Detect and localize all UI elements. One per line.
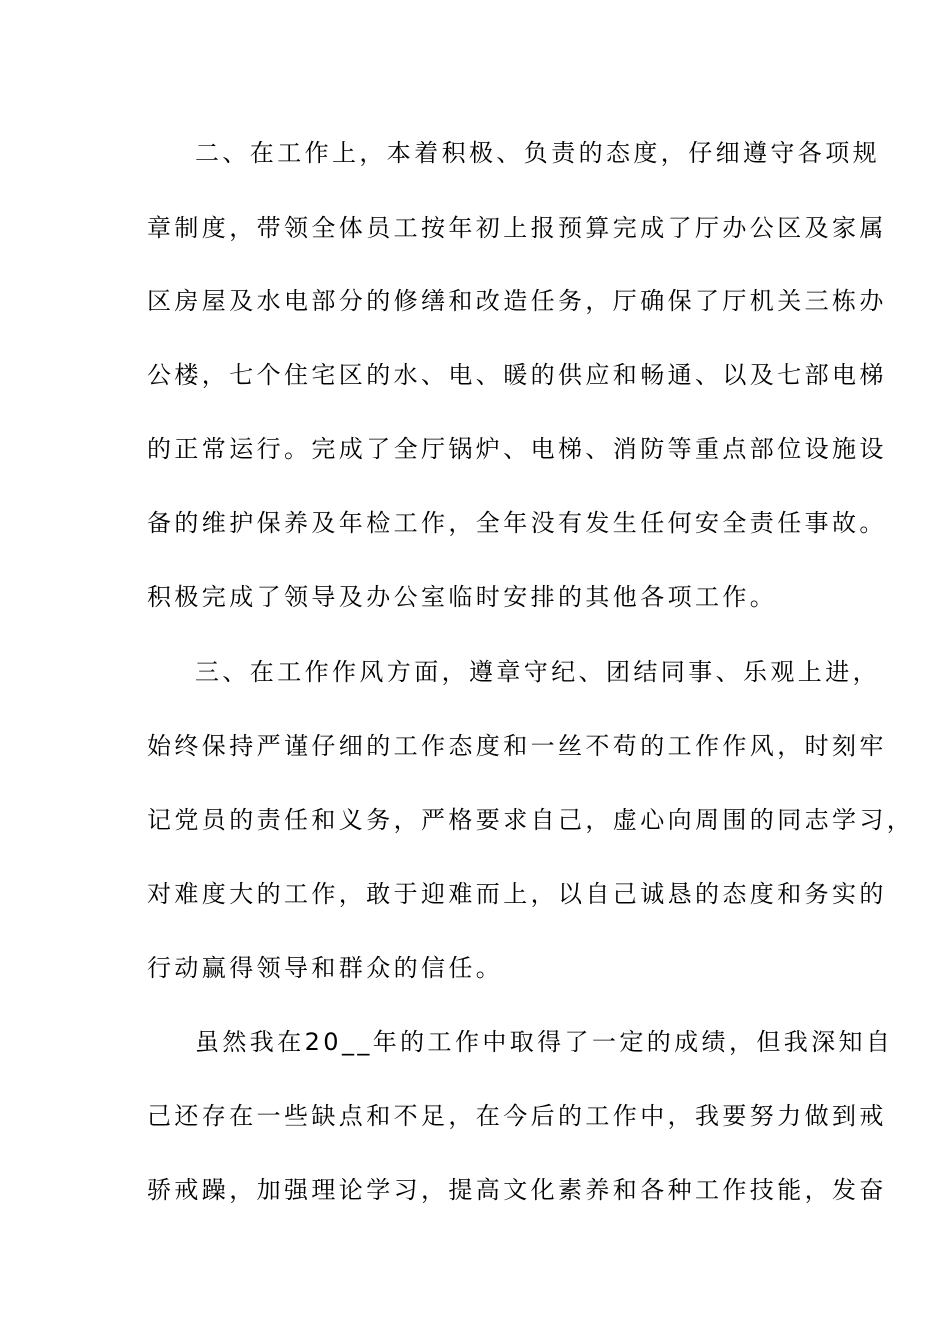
paragraph-line: 骄戒躁，加强理论学习，提高文化素养和各种工作技能，发奋: [147, 1176, 887, 1204]
paragraph-line: 区房屋及水电部分的修缮和改造任务，厅确保了厅机关三栋办: [147, 287, 887, 315]
paragraph-line: 虽然我在20__年的工作中取得了一定的成绩，但我深知自: [195, 1028, 894, 1056]
paragraph-line: 始终保持严谨仔细的工作态度和一丝不苟的工作作风，时刻牢: [147, 732, 887, 760]
paragraph-line: 积极完成了领导及办公室临时安排的其他各项工作。: [147, 583, 778, 611]
paragraph-line: 对难度大的工作，敢于迎难而上，以自己诚恳的态度和务实的: [147, 880, 887, 908]
paragraph-line: 行动赢得领导和群众的信任。: [147, 954, 504, 982]
paragraph-line: 的正常运行。完成了全厅锅炉、电梯、消防等重点部位设施设: [147, 435, 887, 463]
paragraph-line: 记党员的责任和义务，严格要求自己，虚心向周围的同志学习，: [147, 806, 915, 834]
paragraph-line: 章制度，带领全体员工按年初上报预算完成了厅办公区及家属: [147, 214, 887, 242]
paragraph-line: 己还存在一些缺点和不足，在今后的工作中，我要努力做到戒: [147, 1102, 887, 1130]
paragraph-line: 备的维护保养及年检工作，全年没有发生任何安全责任事故。: [147, 509, 887, 537]
paragraph-line: 二、在工作上，本着积极、负责的态度，仔细遵守各项规: [195, 139, 880, 167]
paragraph-line: 三、在工作作风方面，遵章守纪、团结同事、乐观上进，: [195, 658, 880, 686]
paragraph-line: 公楼，七个住宅区的水、电、暖的供应和畅通、以及七部电梯: [147, 361, 887, 389]
